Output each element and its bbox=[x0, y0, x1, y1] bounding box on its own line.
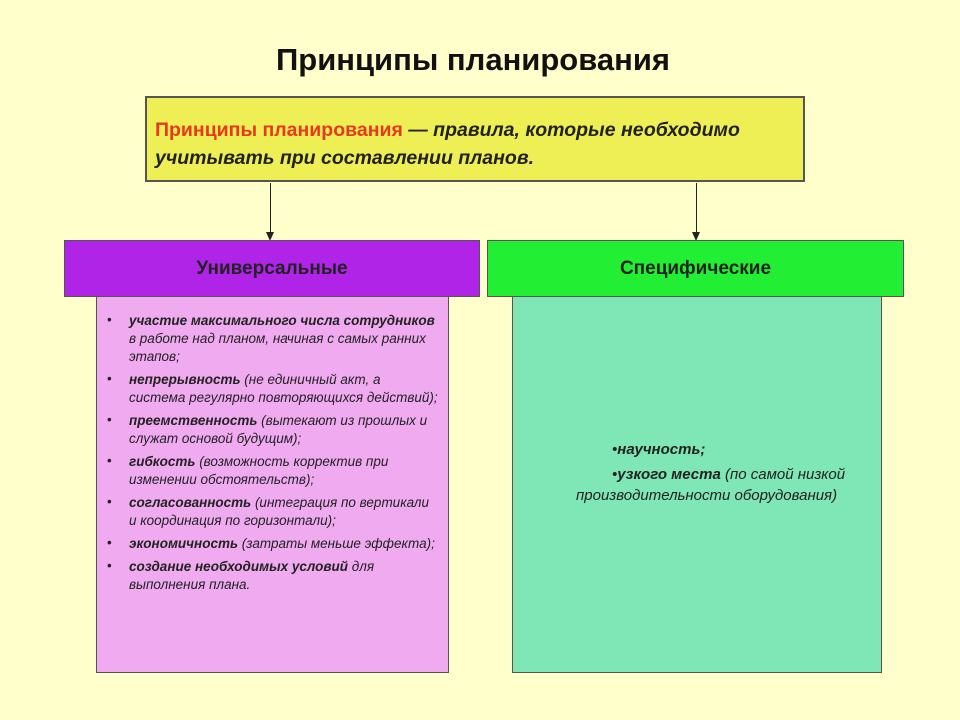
list-item bbox=[103, 494, 438, 530]
item-text: (возможность корректив при изменении обстоятельств); bbox=[129, 454, 389, 487]
universal-header: Универсальные bbox=[64, 240, 480, 297]
item-term: гибкость bbox=[129, 454, 196, 469]
item-term: участие максимального числа сотрудников bbox=[129, 313, 435, 328]
list-item bbox=[103, 371, 438, 407]
list-item bbox=[576, 464, 876, 506]
bullet-icon: • bbox=[107, 453, 112, 468]
bullet-icon: • bbox=[107, 558, 112, 573]
item-term: согласованность bbox=[129, 495, 252, 510]
universal-list bbox=[103, 312, 438, 594]
item-term: узкого места bbox=[617, 466, 721, 483]
bullet-icon: • bbox=[107, 312, 112, 327]
list-item bbox=[103, 535, 438, 553]
item-term: создание необходимых условий bbox=[129, 559, 348, 574]
item-text: в работе над планом, начиная с самых ранних этапов; bbox=[129, 331, 426, 364]
definition-text: — правила, которые необходимо учитывать при составлении планов. bbox=[155, 119, 740, 169]
bullet-icon: • bbox=[107, 535, 112, 550]
item-text: для выполнения плана. bbox=[129, 559, 375, 592]
definition-term: Принципы планирования bbox=[155, 119, 403, 141]
page-title: Принципы планирования bbox=[276, 42, 670, 77]
universal-list-box bbox=[96, 297, 449, 673]
bullet-icon: • bbox=[612, 466, 618, 483]
item-term: преемственность bbox=[129, 413, 258, 428]
arrow-to-specific bbox=[696, 183, 697, 233]
specific-list-box bbox=[512, 297, 882, 673]
item-term: непрерывность bbox=[129, 372, 241, 387]
arrow-to-universal bbox=[270, 183, 271, 233]
list-item bbox=[103, 453, 438, 489]
list-item bbox=[103, 412, 438, 448]
definition-box bbox=[145, 96, 805, 182]
bullet-icon: • bbox=[612, 441, 618, 458]
item-term: экономичность bbox=[129, 536, 238, 551]
item-text: (не единичный акт, а система регулярно повторяющихся действий); bbox=[129, 372, 438, 405]
item-text: (по самой низкой производительности оборудования) bbox=[576, 466, 846, 504]
list-item bbox=[103, 312, 438, 366]
bullet-icon: • bbox=[107, 494, 112, 509]
list-item bbox=[103, 558, 438, 594]
bullet-icon: • bbox=[107, 412, 112, 427]
item-text: (вытекают из прошлых и служат основой будущим); bbox=[129, 413, 428, 446]
specific-list bbox=[576, 439, 876, 506]
item-text: (затраты меньше эффекта); bbox=[237, 536, 435, 551]
item-term: научность; bbox=[617, 441, 706, 458]
specific-header: Специфические bbox=[487, 240, 904, 297]
list-item bbox=[576, 439, 876, 460]
bullet-icon: • bbox=[107, 371, 112, 386]
item-text: (интеграция по вертикали и координация по горизонтали); bbox=[129, 495, 430, 528]
